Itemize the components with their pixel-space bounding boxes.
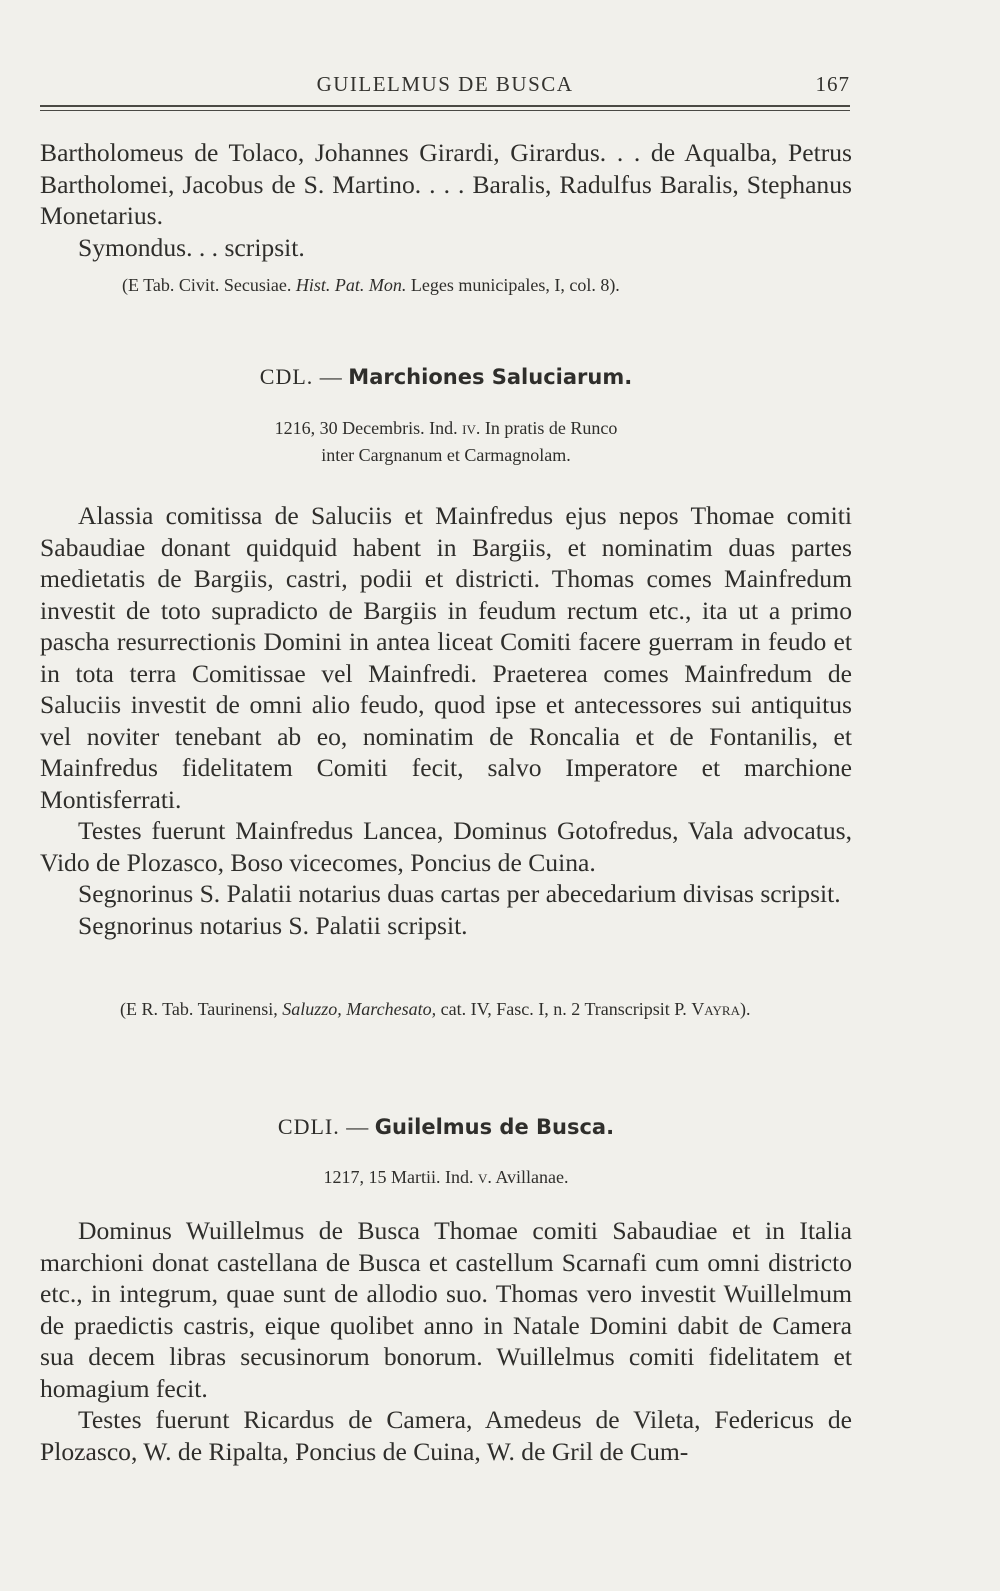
doc-date-cdli-indiction: v (477, 1167, 488, 1187)
doc-cdli-witnesses: Testes fuerunt Ricardus de Camera, Amedeus de Vileta, Federicus de Plozasco, W. de Ripalta, Poncius de Cuina, W. de Gril de Cum- (40, 1405, 852, 1466)
doc-date-cdl-indiction: iv (462, 418, 476, 438)
doc-cdl-notary-1: Segnorinus S. Palatii notarius duas cartas per abecedarium divisas scripsit. (78, 879, 841, 908)
doc-title-cdl: Marchiones Saluciarum. (348, 365, 633, 389)
source-note-1 (40, 272, 852, 299)
source-note-2-suffix: ). (739, 999, 751, 1019)
running-title: GUILELMUS DE BUSCA (316, 72, 574, 96)
source-note-2-smallcaps: Vayra (691, 999, 740, 1019)
doc-date-cdl (40, 415, 852, 469)
running-header (40, 72, 850, 102)
header-rule-thin (40, 110, 850, 111)
doc-cdl-notary-2: Segnorinus notarius S. Palatii scripsit. (78, 910, 468, 940)
header-rule-thick (40, 105, 850, 107)
doc-date-cdl-prefix: 1216, 30 Decembris. Ind. (274, 418, 458, 438)
doc-date-cdl-suffix: . In pratis de Runco (475, 418, 618, 438)
source-note-1-italic: Hist. Pat. Mon. (295, 275, 407, 295)
doc-heading-cdli (40, 1114, 852, 1140)
source-note-1-prefix: (E Tab. Civit. Secusiae. (122, 275, 292, 295)
witness-list-continued: Bartholomeus de Tolaco, Johannes Girardi, Girardus. . . de Aqualba, Petrus Bartholomei, Jacobus de S. Martino. . . . Baralis, Radulfus Baralis, Stephanus Monetarius. (40, 138, 852, 230)
doc-title-cdli: Guilelmus de Busca. (374, 1115, 615, 1139)
doc-cdl-witnesses: Testes fuerunt Mainfredus Lancea, Dominus Gotofredus, Vala advocatus, Vido de Plozasco, Boso vicecomes, Poncius de Cuina. (40, 816, 852, 877)
doc-number-cdli: CDLI. — (277, 1114, 370, 1139)
doc-date-cdli-prefix: 1217, 15 Martii. Ind. (323, 1167, 474, 1187)
doc-number-cdl: CDL. — (259, 364, 343, 389)
doc-date-cdl-line2: inter Cargnanum et Carmagnolam. (321, 445, 571, 465)
scribe-line: Symondus. . . scripsit. (78, 232, 305, 262)
source-note-2-prefix: (E R. Tab. Taurinensi, (120, 999, 278, 1019)
source-note-1-suffix: Leges municipales, I, col. 8). (410, 275, 620, 295)
continuation-text (40, 137, 852, 263)
doc-date-cdl-line1 (40, 415, 852, 442)
doc-body-cdli (40, 1215, 852, 1467)
source-note-2 (40, 996, 852, 1023)
doc-heading-cdl (40, 364, 852, 390)
source-note-2-italic: Saluzzo, Marchesato, (282, 999, 437, 1019)
doc-date-cdli-suffix: . Avillanae. (487, 1167, 569, 1187)
doc-body-cdl (40, 500, 852, 941)
doc-cdli-paragraph-1: Dominus Wuillelmus de Busca Thomae comiti Sabaudiae et in Italia marchioni donat castellana de Busca et castellum Scarnafi cum omni districto etc., in integrum, quae sunt de allodio suo. Thomas vero investit Wuillelmum de praedictis castris, eique quolibet anno in Natale Domini dabit de Camera sua decem libras secusinorum bonorum. Wuillelmus comiti fidelitatem et homagium fecit. (40, 1216, 852, 1403)
page-number: 167 (815, 72, 850, 96)
doc-cdl-paragraph-1: Alassia comitissa de Saluciis et Mainfredus ejus nepos Thomae comiti Sabaudiae donant quidquid habent in Bargiis, et nominatim duas partes medietatis de Bargiis, castri, podii et districti. Thomas comes Mainfredum investit de toto supradicto de Bargiis in feudum rectum etc., ita ut a primo pascha resurrectionis Domini in antea liceat Comiti facere guerram in feudo et in tota terra Comitissae vel Mainfredi. Praeterea comes Mainfredum de Saluciis investit de omni alio feudo, quod ipse et antecessores sui antiquitus vel noviter tenebant ab eo, nominatim de Roncalia et de Fontanilis, et Mainfredus fidelitatem Comiti fecit, salvo Imperatore et marchione Montisferrati. (40, 501, 852, 814)
source-note-2-middle: cat. IV, Fasc. I, n. 2 Transcripsit P. (440, 999, 687, 1019)
doc-date-cdli (40, 1164, 852, 1191)
